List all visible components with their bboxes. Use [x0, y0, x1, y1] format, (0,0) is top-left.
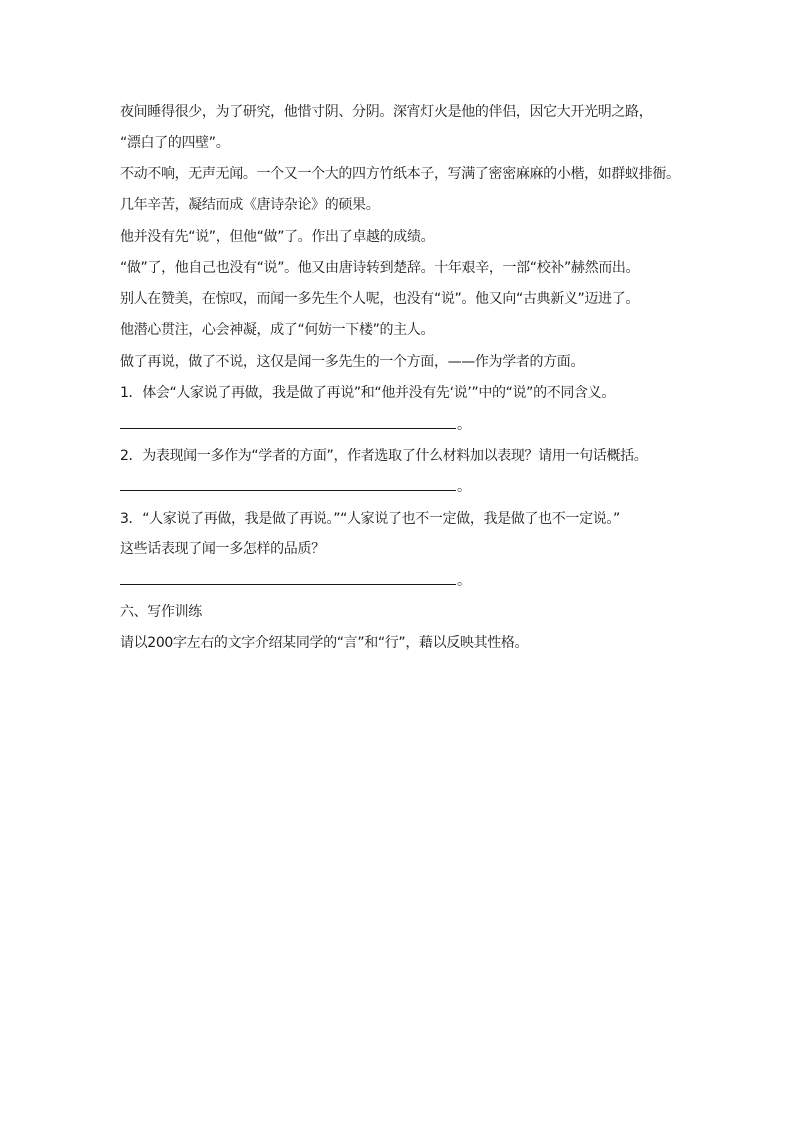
- passage-line: 他潜心贯注，心会神凝，成了“何妨一下楼”的主人。: [120, 322, 435, 338]
- answer-period: 。: [457, 573, 471, 589]
- section-heading: 六、写作训练: [120, 604, 202, 620]
- question-2-text: 2．为表现闻一多作为“学者的方面”，作者选取了什么材料加以表现？请用一句话概括。: [120, 448, 648, 464]
- passage-line: 几年辛苦，凝结而成《唐诗杂论》的硕果。: [120, 197, 380, 213]
- answer-underline: [120, 584, 456, 585]
- passage-line: “漂白了的四壁”。: [120, 135, 230, 151]
- passage-line: 夜间睡得很少，为了研究，他惜寸阴、分阴。深宵灯火是他的伴侣，因它大开光明之路，: [120, 104, 653, 120]
- question-2-answer-blank[interactable]: [120, 477, 480, 497]
- passage-line: 别人在赞美，在惊叹，而闻一多先生个人呢，也没有“说”。他又向“古典新义”迈进了。: [120, 291, 640, 307]
- writing-prompt: 请以200字左右的文字介绍某同学的“言”和“行”，藉以反映其性格。: [120, 635, 529, 651]
- answer-underline: [120, 490, 456, 491]
- answer-period: 。: [457, 479, 471, 495]
- question-3-text: 3．“人家说了再做，我是做了再说。”“人家说了也不一定做，我是做了也不一定说。”: [120, 511, 620, 527]
- answer-underline: [120, 428, 456, 429]
- question-1-answer-blank[interactable]: [120, 415, 480, 435]
- question-1-text: 1．体会“人家说了再做，我是做了再说”和“他并没有先‘说’”中的“说”的不同含义。: [120, 385, 615, 401]
- passage-line: 做了再说，做了不说，这仅是闻一多先生的一个方面，——作为学者的方面。: [120, 354, 585, 370]
- passage-line: 他并没有先“说”，但他“做”了。作出了卓越的成绩。: [120, 229, 435, 245]
- passage-line: 不动不响，无声无闻。一个又一个大的四方竹纸本子，写满了密密麻麻的小楷，如群蚁排衙。: [120, 166, 680, 182]
- answer-period: 。: [457, 417, 471, 433]
- question-3-answer-blank[interactable]: [120, 571, 480, 591]
- question-3-text: 这些话表现了闻一多怎样的品质？: [120, 541, 325, 557]
- passage-line: “做”了，他自己也没有“说”。他又由唐诗转到楚辞。十年艰辛，一部“校补”赫然而出。: [120, 260, 640, 276]
